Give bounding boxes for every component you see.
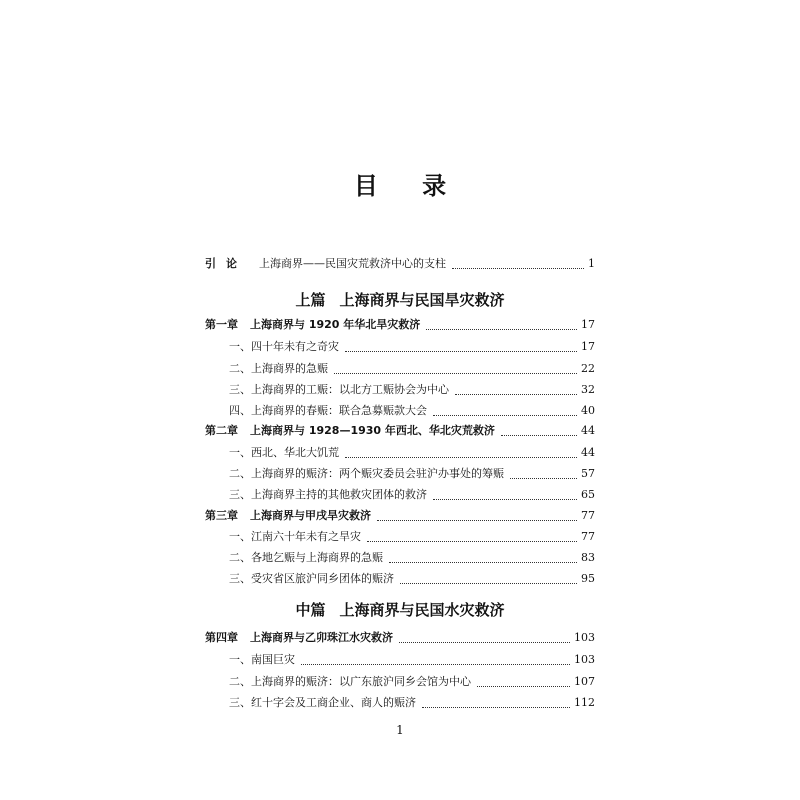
section-title: 二、各地乞赈与上海商界的急赈 <box>229 551 383 564</box>
dot-leader <box>301 656 570 665</box>
toc-section <box>229 467 595 481</box>
section-title: 一、南国巨灾 <box>229 653 295 666</box>
toc-section <box>229 383 595 397</box>
toc-section <box>229 675 595 689</box>
section-title: 三、红十字会及工商企业、商人的赈济 <box>229 696 416 709</box>
toc-section <box>229 362 595 376</box>
toc-section <box>229 488 595 502</box>
toc-page-number: 44 <box>581 424 595 437</box>
toc-section <box>229 446 595 460</box>
toc-page-number: 40 <box>581 404 595 417</box>
part-title: 上海商界与民国水灾救济 <box>339 601 505 619</box>
toc-page-number: 57 <box>581 467 595 480</box>
dot-leader <box>345 449 577 458</box>
toc-page-number: 112 <box>574 696 595 709</box>
dot-leader <box>377 512 577 521</box>
chapter-num: 第一章 <box>205 318 238 331</box>
dot-leader <box>426 321 577 330</box>
dot-leader <box>452 260 584 269</box>
section-title: 一、江南六十年未有之旱灾 <box>229 530 361 543</box>
part-label: 上篇 <box>295 291 326 309</box>
dot-leader <box>334 365 577 374</box>
toc-section <box>229 530 595 544</box>
toc-section <box>229 340 595 354</box>
dot-leader <box>345 343 577 352</box>
dot-leader <box>477 678 570 687</box>
dot-leader <box>501 427 577 436</box>
toc-page-number: 22 <box>581 362 595 375</box>
toc-section <box>229 551 595 565</box>
footer-page-number: 1 <box>396 723 404 737</box>
section-title: 三、上海商界的工赈：以北方工赈协会为中心 <box>229 383 449 396</box>
dot-leader <box>422 699 570 708</box>
toc-section <box>229 404 595 418</box>
section-title: 四、上海商界的春赈：联合急募赈款大会 <box>229 404 427 417</box>
toc-chapter <box>205 631 595 645</box>
toc-section <box>229 696 595 710</box>
toc-section <box>229 572 595 586</box>
dot-leader <box>433 491 577 500</box>
toc-page-number: 65 <box>581 488 595 501</box>
section-title: 三、上海商界主持的其他救灾团体的救济 <box>229 488 427 501</box>
section-title: 二、上海商界的赈济：两个赈灾委员会驻沪办事处的筹赈 <box>229 467 504 480</box>
chapter-num: 第二章 <box>205 424 238 437</box>
toc-page-number: 95 <box>581 572 595 585</box>
chapter-title: 上海商界与 1920 年华北旱灾救济 <box>250 318 421 331</box>
toc-intro-label <box>205 257 446 271</box>
chapter-num: 第四章 <box>205 631 238 644</box>
toc-page-number: 103 <box>574 631 595 644</box>
toc-intro-num: 引论 <box>205 257 247 270</box>
dot-leader <box>433 407 577 416</box>
dot-leader <box>400 575 577 584</box>
part-label: 中篇 <box>295 601 326 619</box>
toc-intro-title: 上海商界——民国灾荒救济中心的支柱 <box>259 257 446 270</box>
chapter-title: 上海商界与乙卯珠江水灾救济 <box>250 631 393 644</box>
dot-leader <box>455 386 577 395</box>
toc-chapter <box>205 318 595 332</box>
dot-leader <box>399 634 570 643</box>
section-title: 一、四十年未有之奇灾 <box>229 340 339 353</box>
section-title: 二、上海商界的急赈 <box>229 362 328 375</box>
toc-page-number: 77 <box>581 509 595 522</box>
toc-section <box>229 653 595 667</box>
toc-page-number: 103 <box>574 653 595 666</box>
page-title: 目 录 <box>353 172 465 200</box>
toc-page-number: 83 <box>581 551 595 564</box>
toc-page-number: 1 <box>588 257 595 270</box>
dot-leader <box>510 470 577 479</box>
toc-page-number: 77 <box>581 530 595 543</box>
chapter-num: 第三章 <box>205 509 238 522</box>
dot-leader <box>367 533 577 542</box>
chapter-title: 上海商界与 1928—1930 年西北、华北灾荒救济 <box>250 424 495 437</box>
toc-page-number: 44 <box>581 446 595 459</box>
part-heading <box>0 289 800 310</box>
chapter-title: 上海商界与甲戌旱灾救济 <box>250 509 371 522</box>
toc-page-number: 32 <box>581 383 595 396</box>
toc-page-number: 17 <box>581 340 595 353</box>
part-title: 上海商界与民国旱灾救济 <box>339 291 505 309</box>
section-title: 一、西北、华北大饥荒 <box>229 446 339 459</box>
toc-chapter <box>205 424 595 438</box>
section-title: 二、上海商界的赈济：以广东旅沪同乡会馆为中心 <box>229 675 471 688</box>
toc-chapter <box>205 509 595 523</box>
toc-page-number: 17 <box>581 318 595 331</box>
toc-intro <box>205 257 595 271</box>
part-heading <box>0 599 800 620</box>
toc-page-number: 107 <box>574 675 595 688</box>
dot-leader <box>389 554 577 563</box>
section-title: 三、受灾省区旅沪同乡团体的赈济 <box>229 572 394 585</box>
